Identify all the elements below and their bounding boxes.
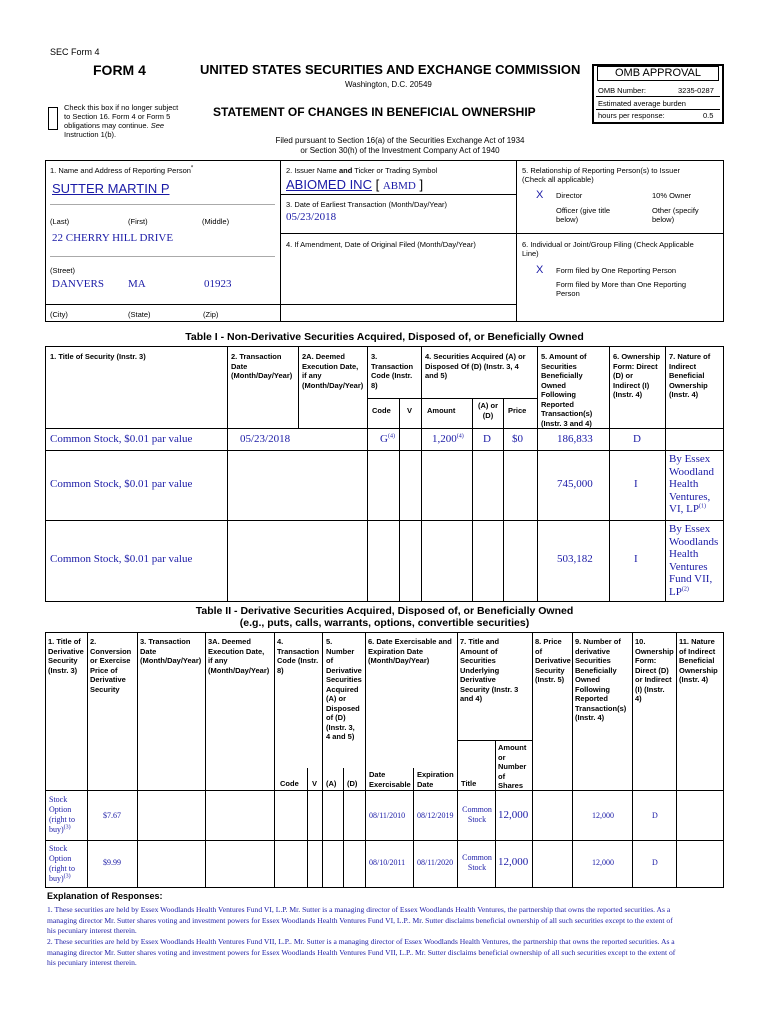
zip-value: 01923	[204, 278, 232, 290]
t2-h4: 4. Transaction Code (Instr. 8)	[277, 637, 320, 675]
t2-h7: 7. Title and Amount of Securities Underlying Derivative Security (Instr. 3 and 4)	[460, 637, 519, 703]
one-reporting-person-label: Form filed by One Reporting Person	[556, 266, 677, 275]
commission-title: UNITED STATES SECURITIES AND EXCHANGE COMMISSION	[200, 62, 581, 77]
more-reporting-persons-label: Form filed by More than One Reporting Person	[556, 280, 687, 298]
t2-sub-expiration: Expiration Date	[417, 770, 454, 789]
city-value: DANVERS	[52, 278, 104, 290]
table1-title: Table I - Non-Derivative Securities Acquired, Disposed of, or Beneficially Owned	[185, 331, 584, 343]
t2-sub-v: V	[312, 779, 318, 788]
zip-label: (Zip)	[203, 310, 219, 319]
omb-hours: 0.5	[703, 111, 714, 120]
box2-label: 2. Issuer Name and Ticker or Trading Symbol	[286, 166, 438, 175]
t1-h3: 3. Transaction Code (Instr. 8)	[371, 352, 414, 390]
nature-fund-vi: By Essex Woodland Health Ventures, VI, LP$^{(1)}$	[669, 453, 714, 515]
state-label: (State)	[128, 310, 151, 319]
omb-hours-label: hours per response:	[598, 111, 665, 120]
t1-sub-v: V	[407, 406, 413, 415]
t1-h7: 7. Nature of Indirect Beneficial Ownership (Instr. 4)	[669, 352, 711, 399]
sec-form-label: SEC Form 4	[50, 47, 100, 57]
box1-label: 1. Name and Address of Reporting Person*	[50, 165, 194, 175]
director-check[interactable]: X	[536, 189, 544, 201]
omb-burden: Estimated average burden	[598, 99, 686, 108]
issuer-line: ABIOMED INC [ ABMD ]	[286, 177, 424, 192]
t2-sub-date-exercisable: Date Exercisable	[369, 770, 411, 789]
table2-title: Table II - Derivative Securities Acquired, Disposed of, or Beneficially Owned (e.g., puts, calls, warrants, options, convertible securities)	[195, 605, 574, 629]
box6-label: 6. Individual or Joint/Group Filing (Check Applicable Line)	[522, 240, 694, 258]
commission-address: Washington, D.C. 20549	[345, 80, 432, 89]
t2-h9: 9. Number of derivative Securities Beneficially Owned Following Reported Transaction(s) (Instr. 4)	[575, 637, 627, 722]
t2-sub-code: Code	[280, 779, 299, 788]
box3-label: 3. Date of Earliest Transaction (Month/Day/Year)	[286, 200, 448, 209]
t2-sub-amount: Amount or Number of Shares	[498, 743, 527, 790]
footnote-2: 2. These securities are held by Essex Woodlands Health Ventures Fund VII, L.P.. Mr. Sutter is a managing director of Essex Woodlands Health Ventures, the partnership that owns the reported securities. As a managing director Mr. Sutter shares voting and investment powers for Essex Woodlands Health Ventures Fund VII, L.P.. Mr. Sutter disclaims beneficial ownership of all such securities except to the extent of his pecuniary interest therein.	[47, 937, 676, 967]
checkbox-instruction: Check this box if no longer subject to Section 16. Form 4 or Form 5 obligations may continue. See Instruction 1(b).	[64, 103, 179, 139]
t2-h3a: 3A. Deemed Execution Date, if any (Month/Day/Year)	[208, 637, 270, 675]
reporting-person-name[interactable]: SUTTER MARTIN P	[52, 181, 170, 196]
t2-sub-d: (D)	[347, 779, 358, 788]
t1-h2a: 2A. Deemed Execution Date, if any (Month/Day/Year)	[302, 352, 364, 390]
explanation-title: Explanation of Responses:	[47, 891, 163, 901]
t2-h5: 5. Number of Derivative Securities Acquired (A) or Disposed of (D) (Instr. 3, 4 and 5)	[326, 637, 362, 741]
state-value: MA	[128, 278, 146, 290]
ten-percent-owner-label: 10% Owner	[652, 191, 692, 200]
box5-label: 5. Relationship of Reporting Person(s) to Issuer (Check all applicable)	[522, 166, 680, 184]
t2-h1: 1. Title of Derivative Security (Instr. 3)	[48, 637, 84, 675]
first-label: (First)	[128, 217, 148, 226]
filed-pursuant: Filed pursuant to Section 16(a) of the Securities Exchange Act of 1934 or Section 30(h) of the Investment Company Act of 1940	[275, 136, 525, 155]
other-label: Other (specify below)	[652, 206, 699, 224]
street-label: (Street)	[50, 266, 76, 275]
t1-sub-ad: (A) or (D)	[478, 401, 498, 420]
t1-h6: 6. Ownership Form: Direct (D) or Indirect (I) (Instr. 4)	[613, 352, 661, 399]
t2-h3: 3. Transaction Date (Month/Day/Year)	[140, 637, 202, 665]
officer-label: Officer (give title below)	[556, 206, 611, 224]
t1-sub-amount: Amount	[427, 406, 456, 415]
t1-h4: 4. Securities Acquired (A) or Disposed Of (D) (Instr. 3, 4 and 5)	[425, 352, 526, 380]
t2-h8: 8. Price of Derivative Security (Instr. 5)	[535, 637, 571, 684]
t2-h2: 2. Conversion or Exercise Price of Derivative Security	[90, 637, 132, 694]
nature-fund-vii: By Essex Woodlands Health Ventures Fund VII, LP$^{(2)}$	[669, 523, 719, 598]
t1-sub-code: Code	[372, 406, 391, 415]
street-value: 22 CHERRY HILL DRIVE	[52, 232, 174, 244]
no-longer-subject-checkbox[interactable]	[48, 107, 58, 130]
box4-label: 4. If Amendment, Date of Original Filed (Month/Day/Year)	[286, 240, 476, 249]
statement-title: STATEMENT OF CHANGES IN BENEFICIAL OWNERSHIP	[213, 105, 536, 119]
t2-sub-title: Title	[461, 779, 477, 788]
t1-h5: 5. Amount of Securities Beneficially Owned Following Reported Transaction(s) (Instr. 3 and 4)	[541, 352, 593, 428]
middle-label: (Middle)	[202, 217, 230, 226]
t2-h11: 11. Nature of Indirect Beneficial Ownership (Instr. 4)	[679, 637, 718, 684]
t2-sub-a: (A)	[326, 779, 337, 788]
last-label: (Last)	[50, 217, 70, 226]
earliest-transaction-date: 05/23/2018	[286, 211, 337, 223]
form-number: FORM 4	[93, 62, 146, 78]
footnote-1: 1. These securities are held by Essex Woodlands Health Ventures Fund VI, L.P. Mr. Sutter is a managing director of Essex Woodlands Health Ventures, the partnership that owns the reported securities. As a managing director Mr. Sutter shares voting and investment powers for Essex Woodlands Health Ventures Fund VI, L.P.. Mr. Sutter disclaims beneficial ownership of all such securities except to the extent of his pecuniary interest therein.	[47, 905, 673, 935]
director-label: Director	[556, 191, 583, 200]
omb-number: 3235-0287	[678, 86, 714, 95]
omb-approval-title: OMB APPROVAL	[597, 66, 719, 81]
ticker-symbol: ABMD	[382, 180, 416, 192]
one-reporting-person-check[interactable]: X	[536, 264, 544, 276]
t1-h1: 1. Title of Security (Instr. 3)	[50, 352, 146, 361]
city-label: (City)	[50, 310, 68, 319]
issuer-link[interactable]: ABIOMED INC	[286, 177, 372, 192]
t2-h10: 10. Ownership Form: Direct (D) or Indirect (I) (Instr. 4)	[635, 637, 674, 703]
t2-h6: 6. Date Exercisable and Expiration Date (Month/Day/Year)	[368, 637, 452, 665]
t1-sub-price: Price	[508, 406, 527, 415]
omb-number-label: OMB Number:	[598, 86, 646, 95]
t1-h2: 2. Transaction Date (Month/Day/Year)	[231, 352, 293, 380]
